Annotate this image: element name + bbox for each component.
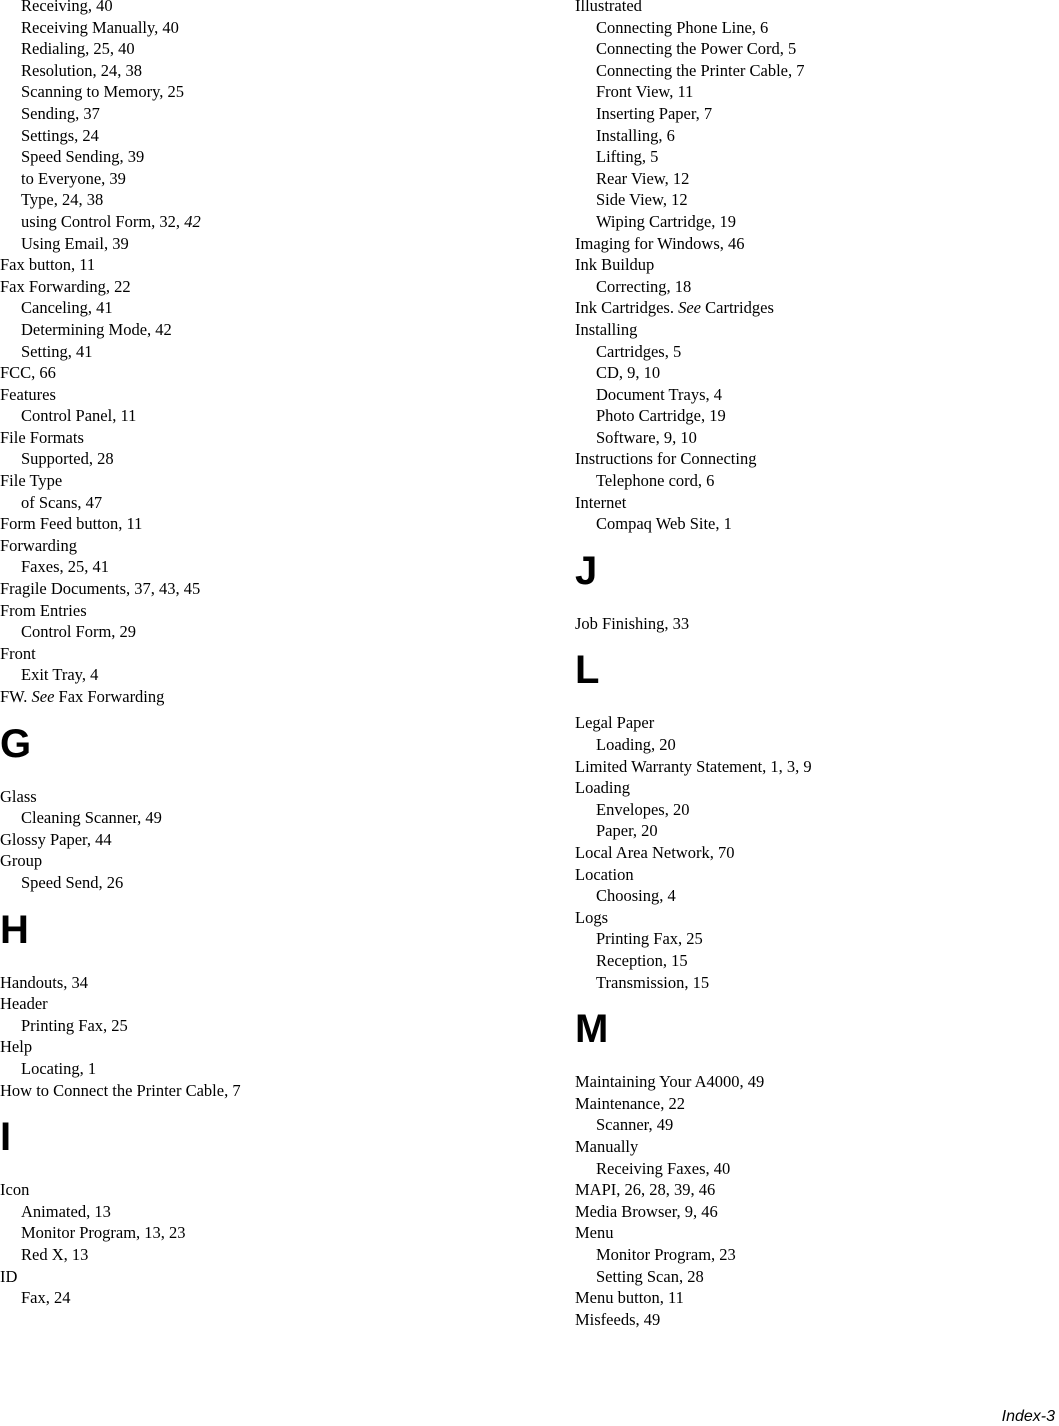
index-subentry [575, 103, 1055, 125]
index-entry-text: Media Browser, 9, 46 [575, 1201, 718, 1221]
section-letter-heading: H [0, 907, 29, 952]
index-subentry [575, 513, 1055, 535]
page-footer-label: Index-3 [1001, 1408, 1055, 1425]
index-entry [0, 1036, 520, 1058]
index-subentry [0, 297, 520, 319]
index-column-right [575, 0, 1055, 1330]
index-entry-italic-text: See [678, 298, 702, 318]
index-entry-text: Forwarding [0, 535, 77, 555]
index-entry-text: Compaq Web Site, 1 [596, 514, 732, 534]
index-subentry [575, 211, 1055, 233]
index-subentry [575, 81, 1055, 103]
index-entry-text: Receiving Faxes, 40 [596, 1158, 731, 1178]
index-subentry [575, 1266, 1055, 1288]
index-subentry [0, 103, 520, 125]
index-subentry [0, 1287, 520, 1309]
index-entry [0, 972, 520, 994]
index-subentry [575, 972, 1055, 994]
index-entry-text: From Entries [0, 600, 87, 620]
index-entry [0, 850, 520, 872]
index-entry [0, 993, 520, 1015]
index-entry-text: Control Panel, 11 [21, 406, 137, 426]
index-entry-text: Connecting Phone Line, 6 [596, 17, 769, 37]
index-entry [575, 864, 1055, 886]
index-entry [575, 233, 1055, 255]
section-letter-heading: M [575, 1007, 609, 1052]
index-entry-text: Ink Cartridges. [575, 298, 679, 318]
index-entry-text: Software, 9, 10 [596, 427, 697, 447]
index-entry-text: Using Email, 39 [21, 233, 129, 253]
section-letter-heading: L [575, 648, 600, 693]
index-entry [0, 362, 520, 384]
index-entry [575, 297, 1055, 319]
index-entry-text: Monitor Program, 13, 23 [21, 1223, 186, 1243]
index-entry-text: Legal Paper [575, 713, 655, 733]
index-column-left [0, 0, 520, 1309]
index-subentry [575, 362, 1055, 384]
index-entry-text: Supported, 28 [21, 449, 114, 469]
index-subentry [575, 168, 1055, 190]
index-entry [0, 643, 520, 665]
index-entry-text: Fax, 24 [21, 1288, 71, 1308]
index-entry [0, 686, 520, 708]
index-subentry [0, 146, 520, 168]
index-entry-text: Illustrated [575, 0, 642, 15]
index-entry-text: Resolution, 24, 38 [21, 60, 143, 80]
index-entry-text: Rear View, 12 [596, 168, 690, 188]
index-entry-text: Paper, 20 [596, 821, 658, 841]
index-entry-text: Handouts, 34 [0, 972, 88, 992]
index-entry-text: Speed Send, 26 [21, 872, 124, 892]
index-subentry [0, 1015, 520, 1037]
index-entry-text: Photo Cartridge, 19 [596, 406, 726, 426]
index-subentry [0, 621, 520, 643]
index-entry-text: Control Form, 29 [21, 622, 137, 642]
index-entry-text: Canceling, 41 [21, 298, 113, 318]
index-entry-text: Cartridges [701, 298, 774, 318]
index-entry-text: Glossy Paper, 44 [0, 829, 112, 849]
index-subentry [575, 125, 1055, 147]
index-entry-text: Maintenance, 22 [575, 1093, 685, 1113]
index-entry [0, 470, 520, 492]
index-entry-text: Scanner, 49 [596, 1115, 674, 1135]
index-subentry [0, 1201, 520, 1223]
index-entry-text: Maintaining Your A4000, 49 [575, 1072, 765, 1092]
index-entry [575, 319, 1055, 341]
index-entry [575, 0, 1055, 17]
index-entry [575, 254, 1055, 276]
index-entry [575, 1309, 1055, 1331]
index-entry-text: ID [0, 1266, 18, 1286]
index-subentry [575, 38, 1055, 60]
index-entry [0, 427, 520, 449]
index-subentry [575, 17, 1055, 39]
index-entry [575, 1287, 1055, 1309]
index-entry-italic-text: 42 [184, 211, 201, 231]
index-entry-text: Cleaning Scanner, 49 [21, 808, 162, 828]
index-subentry [0, 319, 520, 341]
index-entry-text: Imaging for Windows, 46 [575, 233, 745, 253]
index-entry-text: Transmission, 15 [596, 972, 710, 992]
index-entry-text: Scanning to Memory, 25 [21, 82, 184, 102]
index-entry-text: CD, 9, 10 [596, 363, 661, 383]
index-entry [0, 578, 520, 600]
index-entry-text: Installing, 6 [596, 125, 675, 145]
index-entry-text: using Control Form, 32, [21, 211, 185, 231]
index-entry-text: Cartridges, 5 [596, 341, 682, 361]
index-subentry [575, 189, 1055, 211]
index-entry-text: Instructions for Connecting [575, 449, 757, 469]
index-entry-text: Internet [575, 492, 627, 512]
index-entry-text: Wiping Cartridge, 19 [596, 211, 737, 231]
index-subentry [575, 384, 1055, 406]
index-entry-text: of Scans, 47 [21, 492, 103, 512]
index-subentry [575, 820, 1055, 842]
index-subentry [575, 928, 1055, 950]
index-entry [575, 1071, 1055, 1093]
index-entry-text: File Type [0, 471, 63, 491]
index-entry [0, 535, 520, 557]
index-entry [575, 1136, 1055, 1158]
index-entry-text: Connecting the Power Cord, 5 [596, 39, 797, 59]
index-subentry [0, 556, 520, 578]
section-letter-heading: J [575, 548, 598, 593]
index-entry [575, 1179, 1055, 1201]
index-entry-text: Locating, 1 [21, 1058, 97, 1078]
index-entry-text: Determining Mode, 42 [21, 319, 172, 339]
index-entry-text: File Formats [0, 427, 84, 447]
index-entry-text: Side View, 12 [596, 190, 688, 210]
index-subentry [575, 276, 1055, 298]
index-subentry [0, 1058, 520, 1080]
index-subentry [575, 885, 1055, 907]
index-subentry [0, 492, 520, 514]
index-entry [0, 600, 520, 622]
index-entry-text: Loading, 20 [596, 735, 676, 755]
index-entry [575, 613, 1055, 635]
index-entry-text: Front View, 11 [596, 82, 694, 102]
index-entry-text: Setting Scan, 28 [596, 1266, 704, 1286]
index-subentry [575, 1114, 1055, 1136]
index-entry-text: Glass [0, 786, 37, 806]
index-subentry [575, 1158, 1055, 1180]
index-entry [575, 448, 1055, 470]
index-entry-text: Fax Forwarding [54, 687, 165, 706]
index-entry-text: Red X, 13 [21, 1244, 89, 1264]
index-entry-text: Loading [575, 778, 630, 798]
index-entry-text: How to Connect the Printer Cable, 7 [0, 1080, 241, 1100]
index-entry-text: Animated, 13 [21, 1201, 111, 1221]
index-subentry [575, 950, 1055, 972]
index-subentry [575, 405, 1055, 427]
index-entry-text: Fax Forwarding, 22 [0, 276, 131, 296]
index-entry-text: Redialing, 25, 40 [21, 39, 135, 59]
index-entry-text: Sending, 37 [21, 103, 100, 123]
index-entry [0, 1266, 520, 1288]
index-entry-italic-text: See [31, 687, 55, 706]
index-entry-text: Job Finishing, 33 [575, 613, 690, 633]
index-entry-text: Receiving Manually, 40 [21, 17, 179, 37]
index-entry-text: Settings, 24 [21, 125, 99, 145]
index-entry-text: Printing Fax, 25 [596, 929, 703, 949]
index-entry-text: Faxes, 25, 41 [21, 557, 109, 577]
index-entry-text: Manually [575, 1136, 639, 1156]
index-entry-text: FCC, 66 [0, 363, 56, 383]
index-entry-text: Connecting the Printer Cable, 7 [596, 60, 805, 80]
index-entry [0, 513, 520, 535]
index-entry [0, 1179, 520, 1201]
index-entry-text: Choosing, 4 [596, 886, 676, 906]
index-entry [575, 1093, 1055, 1115]
index-entry [0, 829, 520, 851]
index-subentry [0, 233, 520, 255]
index-entry-text: Exit Tray, 4 [21, 665, 99, 685]
index-entry [575, 842, 1055, 864]
index-entry [575, 907, 1055, 929]
index-entry [575, 492, 1055, 514]
index-entry [575, 1222, 1055, 1244]
index-entry [0, 276, 520, 298]
index-entry [0, 384, 520, 406]
index-entry-text: Setting, 41 [21, 341, 93, 361]
index-entry [0, 1080, 520, 1102]
index-entry-text: Misfeeds, 49 [575, 1309, 661, 1329]
index-subentry [0, 125, 520, 147]
index-subentry [0, 0, 520, 17]
index-subentry [575, 427, 1055, 449]
index-subentry [0, 211, 520, 233]
index-entry [575, 777, 1055, 799]
index-subentry [575, 799, 1055, 821]
index-entry-text: to Everyone, 39 [21, 168, 126, 188]
section-letter-heading: G [0, 721, 32, 766]
index-entry-text: Reception, 15 [596, 950, 688, 970]
index-subentry [575, 341, 1055, 363]
index-subentry [0, 1222, 520, 1244]
index-entry-text: Icon [0, 1180, 30, 1200]
index-entry [0, 786, 520, 808]
index-entry-text: Speed Sending, 39 [21, 147, 145, 167]
index-subentry [0, 168, 520, 190]
index-entry-text: Header [0, 994, 48, 1014]
index-entry-text: FW. [0, 687, 32, 706]
index-entry-text: Installing [575, 319, 638, 339]
index-entry-text: Group [0, 851, 43, 871]
index-entry-text: Logs [575, 907, 608, 927]
index-entry-text: Fragile Documents, 37, 43, 45 [0, 579, 201, 599]
index-entry-text: Printing Fax, 25 [21, 1015, 128, 1035]
index-entry-text: Type, 24, 38 [21, 190, 104, 210]
index-subentry [575, 60, 1055, 82]
index-entry-text: Local Area Network, 70 [575, 843, 735, 862]
index-entry-text: Lifting, 5 [596, 147, 659, 167]
index-subentry [0, 872, 520, 894]
index-entry-text: Front [0, 643, 36, 663]
index-subentry [0, 38, 520, 60]
index-subentry [0, 17, 520, 39]
section-letter-heading: I [0, 1115, 12, 1160]
index-subentry [0, 341, 520, 363]
index-entry [0, 254, 520, 276]
index-subentry [0, 664, 520, 686]
index-entry-text: Fax button, 11 [0, 255, 96, 275]
index-subentry [0, 60, 520, 82]
index-entry-text: Help [0, 1037, 33, 1057]
index-subentry [0, 448, 520, 470]
index-entry-text: Features [0, 384, 56, 404]
index-entry-text: Document Trays, 4 [596, 384, 723, 404]
index-entry-text: Monitor Program, 23 [596, 1244, 736, 1264]
index-subentry [0, 405, 520, 427]
index-entry [575, 756, 1055, 778]
index-entry-text: Ink Buildup [575, 255, 655, 275]
index-entry-text: Location [575, 864, 634, 884]
index-subentry [575, 470, 1055, 492]
index-subentry [0, 1244, 520, 1266]
index-subentry [575, 1244, 1055, 1266]
index-subentry [0, 807, 520, 829]
index-entry [575, 712, 1055, 734]
index-subentry [0, 189, 520, 211]
index-entry [575, 1201, 1055, 1223]
index-entry-text: Limited Warranty Statement, 1, 3, 9 [575, 756, 812, 776]
index-entry-text: MAPI, 26, 28, 39, 46 [575, 1180, 716, 1200]
index-subentry [575, 734, 1055, 756]
index-subentry [0, 81, 520, 103]
index-entry-text: Envelopes, 20 [596, 799, 690, 819]
index-entry-text: Form Feed button, 11 [0, 514, 143, 534]
index-subentry [575, 146, 1055, 168]
index-entry-text: Correcting, 18 [596, 276, 692, 296]
index-entry-text: Menu button, 11 [575, 1288, 684, 1308]
index-entry-text: Telephone cord, 6 [596, 471, 715, 491]
index-entry-text: Menu [575, 1223, 614, 1243]
index-entry-text: Inserting Paper, 7 [596, 103, 713, 123]
index-entry-text: Receiving, 40 [21, 0, 113, 15]
